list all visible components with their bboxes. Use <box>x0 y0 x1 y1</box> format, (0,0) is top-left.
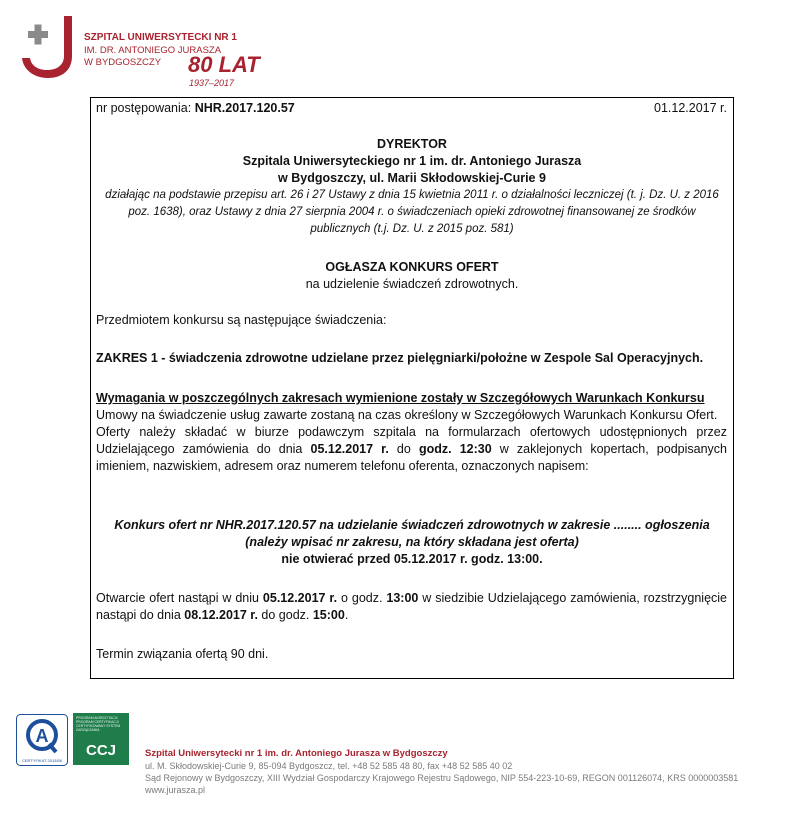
opening-time: 13:00 <box>386 591 419 605</box>
announcement-frame <box>90 97 734 679</box>
resolve-time: 15:00 <box>312 608 345 622</box>
announcement-heading <box>95 259 729 293</box>
hospital-name-line1: SZPITAL UNIWERSYTECKI NR 1 <box>84 32 237 43</box>
legal-basis: działając na podstawie przepisu art. 26 i 27 Ustawy z dnia 15 kwietnia 2011 r. o działalności leczniczej (t. j. Dz. U. z 2016 poz. 1638), oraz Ustawy z dnia 27 sierpnia 2004 r. o świadczeniach opieki zdrowotnej finansowanej ze środków publicznych (t.j. Dz. U. z 2015 poz. 581) <box>105 189 719 235</box>
footer-registry: Sąd Rejonowy w Bydgoszczy, XIII Wydział Gospodarczy Krajowego Rejestru Sądowego, NIP 554-223-10-69, REGON 001126074, KRS 0000003581 <box>145 773 739 783</box>
scope-1: ZAKRES 1 - świadczenia zdrowotne udzielane przez pielęgniarki/położne w Zespole Sal Operacyjnych. <box>96 351 704 365</box>
envelope-line1: Konkurs ofert nr NHR.2017.120.57 na udzielanie świadczeń zdrowotnych w zakresie ........ ogłoszenia <box>114 518 710 532</box>
ccj-certificate <box>73 713 129 765</box>
procedure-number: NHR.2017.120.57 <box>194 101 295 115</box>
requirements-section <box>96 390 727 475</box>
opening-text-b: o godz. <box>337 591 387 605</box>
svg-text:A: A <box>35 726 49 746</box>
resolve-date: 08.12.2017 r. <box>184 608 258 622</box>
contracts-text: Umowy na świadczenie usług zawarte zostaną na czas określony w Szczegółowych Warunkach Konkursu Ofert. <box>96 408 718 422</box>
footer-address: ul. M. Skłodowskiej-Curie 9, 85-094 Bydgoszcz, tel. +48 52 585 48 80, fax +48 52 585 40 02 <box>145 761 513 771</box>
footer-hospital-name: Szpital Uniwersytecki nr 1 im. dr. Antoniego Jurasza w Bydgoszczy <box>145 748 448 759</box>
offers-text-a: Oferty należy składać w biurze podawczym szpitala na formularzach ofertowych udostępnionych przez Udzielającego zamówienia do dnia <box>96 425 727 456</box>
envelope-line2: (należy wpisać nr zakresu, na który składana jest oferta) <box>245 535 579 549</box>
document-date: 01.12.2017 r. <box>654 101 727 115</box>
hospital-name-line2: IM. DR. ANTONIEGO JURASZA <box>84 44 222 56</box>
opening-text-a: Otwarcie ofert nastąpi w dniu <box>96 591 263 605</box>
procedure-line <box>96 101 727 115</box>
offers-text <box>96 424 727 475</box>
ccj-label: CCJ <box>85 742 116 759</box>
envelope-label <box>95 517 729 568</box>
subject-intro: Przedmiotem konkursu są następujące świadczenia: <box>96 313 387 327</box>
opening-text-d: do godz. <box>257 608 313 622</box>
announce-title: OGŁASZA KONKURS OFERT <box>325 260 499 274</box>
hospital-logo <box>20 14 260 88</box>
opening-text-c: w siedzibie Udzielającego zamówienia, rozstrzygnięcie nastąpi do dnia <box>96 591 728 622</box>
cross-j-logo-icon <box>20 14 80 80</box>
procedure-label: nr postępowania: <box>96 101 195 115</box>
offers-text-c: w zaklejonych kopertach, podpisanych imieniem, nazwiskiem, adresem oraz numerem telefonu oferenta, oznaczonych napisem: <box>96 442 727 473</box>
footer-website: www.jurasza.pl <box>145 785 206 795</box>
issuer-block <box>95 136 729 238</box>
opening-date: 05.12.2017 r. <box>262 591 338 605</box>
opening-text <box>96 590 727 624</box>
opening-text-e: . <box>344 608 349 622</box>
announce-subtitle: na udzielenie świadczeń zdrowotnych. <box>305 277 519 291</box>
offers-deadline-date: 05.12.2017 r. <box>310 442 389 456</box>
quality-certificate-icon <box>16 714 68 766</box>
footer-info <box>145 748 738 796</box>
hospital-name-line3: W BYDGOSZCZY <box>84 57 162 68</box>
ccj-small-text: PROGRAM AKREDYTACJI PROGRAM CERTYFIKACJI CERTYFIKOWANY SYSTEM ZARZĄDZANIA <box>76 716 121 732</box>
title-address: w Bydgoszczy, ul. Marii Skłodowskiej-Curie 9 <box>278 171 546 185</box>
title-director: DYREKTOR <box>377 137 447 151</box>
quality-certificate-label: CERTYFIKAT 2015/56 <box>21 758 63 763</box>
title-hospital: Szpitala Uniwersyteckiego nr 1 im. dr. Antoniego Jurasza <box>242 154 582 168</box>
binding-period: Termin związania ofertą 90 dni. <box>96 647 269 661</box>
requirements-heading: Wymagania w poszczególnych zakresach wymienione zostały w Szczegółowych Warunkach Konkursu <box>96 391 705 405</box>
offers-text-b: do <box>388 442 419 456</box>
anniversary-label: 80 LAT <box>188 52 260 77</box>
anniversary-years: 1937–2017 <box>189 78 235 88</box>
envelope-line3: nie otwierać przed 05.12.2017 r. godz. 13:00. <box>281 552 543 566</box>
offers-deadline-time: godz. 12:30 <box>418 442 492 456</box>
